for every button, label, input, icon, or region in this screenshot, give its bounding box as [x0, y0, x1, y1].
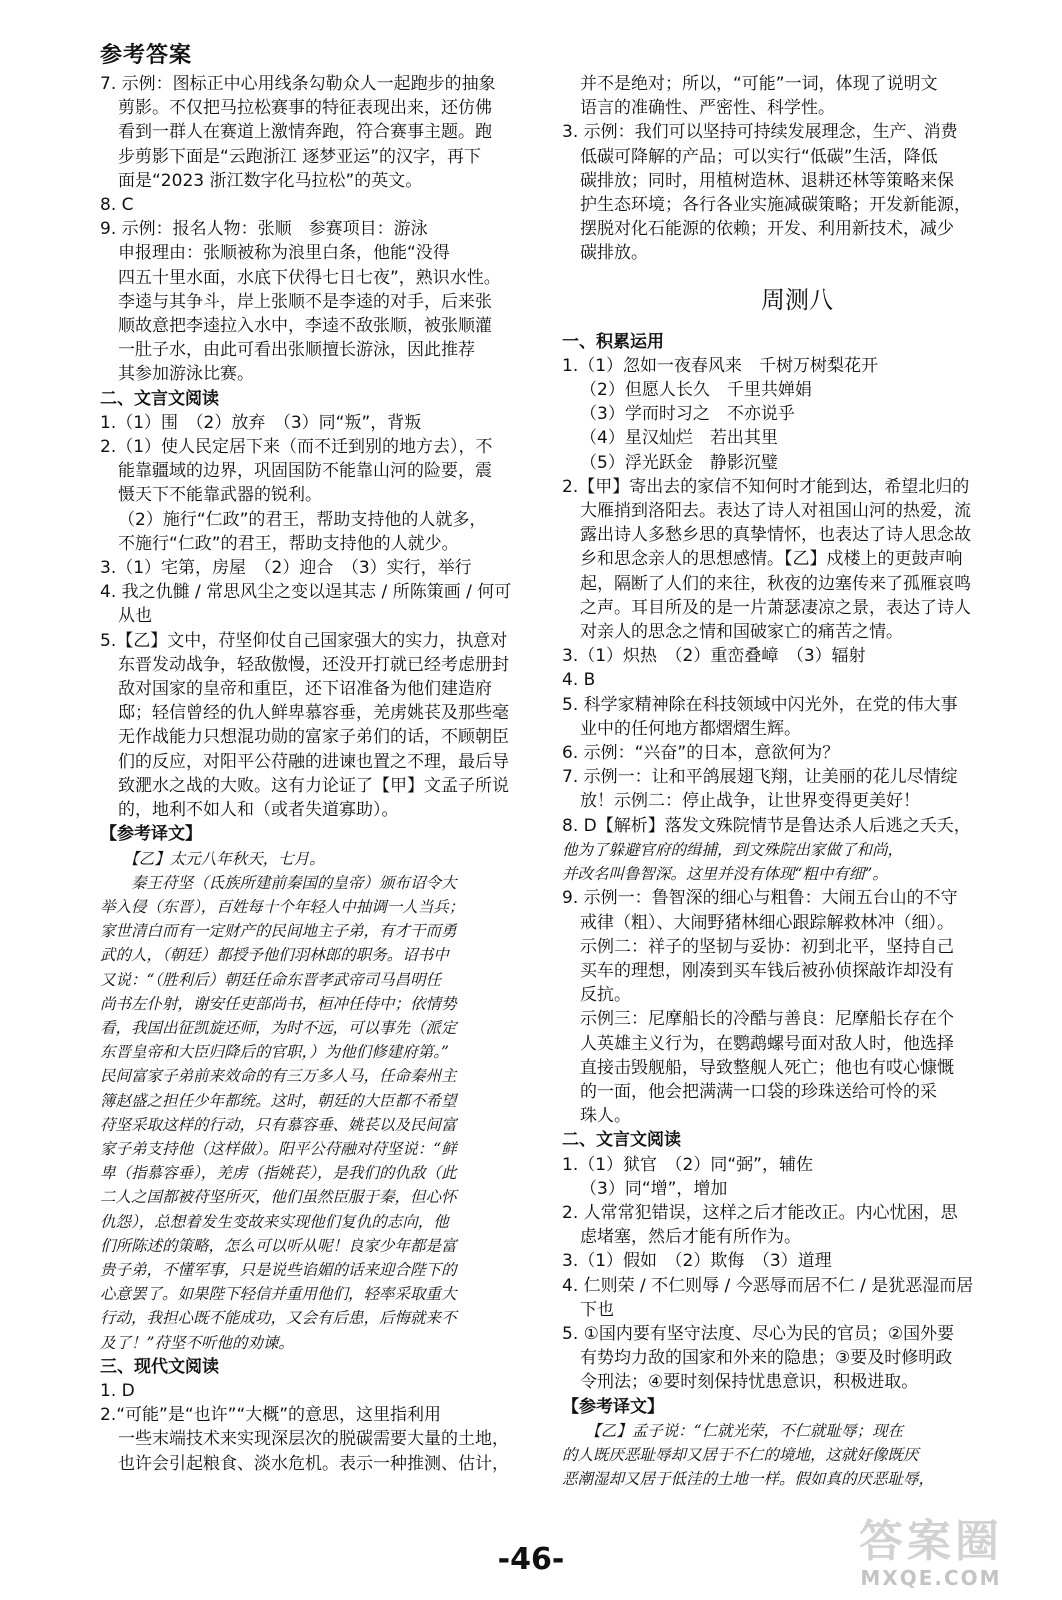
section-title-weekly-test-8: 周测八	[761, 285, 833, 314]
answer-line: 乡和思念亲人的思想感情。【乙】戍楼上的更鼓声响	[580, 549, 963, 570]
answer-line: 2.【甲】寄出去的家信不知何时才能到达，希望北归的	[562, 476, 970, 497]
answer-line: 业中的任何地方都熠熠生辉。	[580, 718, 801, 739]
translation-line: 仇怨），总想着发生变故来实现他们复仇的志向，他	[100, 1212, 449, 1231]
watermark-logo-text: 答案圈	[859, 1516, 1003, 1567]
translation-line: 心意罢了。如果陛下轻信并重用他们，轻率采取重大	[100, 1285, 457, 1304]
answer-line: 四五十里水面，水底下伏得七日七夜”，熟识水性。	[118, 267, 501, 288]
answer-line: 反抗。	[580, 985, 631, 1006]
answer-line: 无作战能力只想混功勋的富家子弟们的话，不顾朝臣	[118, 727, 509, 748]
section-heading: 一、积累运用	[562, 331, 664, 352]
translation-line: 恶潮湿却又居于低洼的土地一样。假如真的厌恶耻辱，	[562, 1470, 935, 1489]
answer-line: 有势均力敌的国家和外来的隐患；③要及时修明政	[580, 1348, 953, 1369]
answer-line: 2. 人常常犯错误，这样之后才能改正。内心忧困，思	[562, 1202, 958, 1223]
answer-line: 李逵与其争斗，岸上张顺不是李逵的对手，后来张	[118, 291, 492, 312]
answer-line: 看到一群人在赛道上激情奔跑，符合赛事主题。跑	[118, 122, 492, 143]
answer-line: （5）浮光跃金 静影沉璧	[580, 452, 778, 473]
answer-line: 对亲人的思念之情和国破家亡的痛苦之情。	[580, 622, 903, 643]
watermark-logo	[836, 1518, 1026, 1590]
answer-line: 4. B	[562, 670, 596, 691]
answer-line: 5. 科学家精神除在科技领域中闪光外，在党的伟大事	[562, 694, 958, 715]
answer-line: 人英雄主义行为，在鹦鹉螺号面对敌人时，他选择	[580, 1033, 954, 1054]
answer-line: 直接击毁舰船，导致整舰人死亡；他也有哎心慷慨	[580, 1057, 954, 1078]
answer-line: 2.（1）使人民定居下来（而不迁到别的地方去），不	[100, 437, 493, 458]
answer-line: （3）同“增”，增加	[580, 1178, 728, 1199]
translation-line: 簿赵盛之担任少年都统。这时，朝廷的大臣都不希望	[100, 1091, 457, 1110]
answer-line: 慑天下不能靠武器的锐利。	[118, 485, 322, 506]
translation-line: 【乙】太元八年秋天，七月。	[100, 849, 325, 868]
answer-line: 面是“2023 浙江数字化马拉松”的英文。	[118, 170, 423, 191]
translation-line: 武的人，（朝廷）都授予他们羽林郎的职务。诏书中	[100, 946, 449, 965]
answer-line: （4）星汉灿烂 若出其里	[580, 428, 778, 449]
answer-line: 7. 示例：图标正中心用线条勾勒众人一起跑步的抽象	[100, 74, 496, 94]
answer-line: 虑堵塞，然后才能有所作为。	[580, 1227, 801, 1248]
watermark-site-text: MXQE.COM	[860, 1566, 1002, 1590]
answer-line: 护生态环境；各行各业实施减碳策略；开发新能源，	[580, 195, 971, 216]
answer-line: （3）学而时习之 不亦说乎	[580, 404, 795, 425]
right-column	[562, 72, 1032, 1522]
answer-line: 的一面，他会把满满一口袋的珍珠送给可怜的采	[580, 1081, 937, 1102]
answer-line: 下也	[580, 1299, 614, 1320]
answer-line: 其参加游泳比赛。	[118, 364, 254, 385]
answer-line: 低碳可降解的产品；可以实行“低碳”生活，降低	[580, 146, 938, 167]
page-header-title: 参考答案	[100, 43, 193, 68]
left-column	[100, 72, 550, 1522]
translation-line: 卑（指慕容垂），羌虏（指姚苌），是我们的仇敌（此	[100, 1164, 457, 1183]
answer-line: 9. 示例：报名人物：张顺 参赛项目：游泳	[100, 219, 428, 240]
answer-line: 3. 示例：我们可以坚持可持续发展理念，生产、消费	[562, 122, 958, 143]
answer-line: 起，隔断了人们的来往，秋夜的边塞传来了孤雁哀鸣	[580, 573, 971, 594]
translation-line: 举入侵（东晋），百姓每十个年轻人中抽调一人当兵；	[100, 897, 465, 916]
answer-line: 示例三：尼摩船长的冷酷与善良：尼摩船长存在个	[580, 1009, 954, 1030]
answer-line: 语言的准确性、严密性、科学性。	[580, 98, 835, 119]
translation-line: 秦王苻坚（氐族所建前秦国的皇帝）颁布诏令大	[100, 873, 457, 892]
answer-line: 顺故意把李逵拉入水中，李逵不敌张顺，被张顺灌	[118, 316, 492, 337]
answer-line: 戒律（粗）、大闹野猪林细心跟踪解救林冲（细）。	[580, 912, 954, 933]
translation-line: 行动，我担心既不能成功，又会有后患，后悔就来不	[100, 1309, 457, 1328]
translation-line: 并改名叫鲁智深。这里并没有体现“粗中有细”。	[562, 865, 888, 884]
answer-line: 大雁捎到洛阳去。表达了诗人对祖国山河的热爱，流	[580, 501, 971, 522]
answer-line: 示例二：祥子的坚韧与妥协：初到北平，坚持自己	[580, 936, 954, 957]
translation-line: 苻坚采取这样的行动，只有慕容垂、姚苌以及民间富	[100, 1115, 457, 1134]
answer-line: 能靠疆域的边界，巩固国防不能靠山河的险要，震	[118, 461, 492, 482]
answer-line: 4. 仁则荣 / 不仁则辱 / 今恶辱而居不仁 / 是犹恶湿而居	[562, 1275, 974, 1296]
answer-line: 步剪影下面是“云跑浙江 逐梦亚运”的汉字，再下	[118, 146, 482, 167]
translation-line: 的人既厌恶耻辱却又居于不仁的境地，这就好像既厌	[562, 1445, 919, 1464]
answer-line: 摆脱对化石能源的依赖；开发、利用新技术，减少	[580, 219, 954, 240]
answer-line: 剪影。不仅把马拉松赛事的特征表现出来，还仿佛	[118, 98, 492, 119]
page-number: -46-	[497, 1542, 565, 1577]
answer-line: 珠人。	[580, 1106, 631, 1127]
reference-translation-heading: 【参考译文】	[100, 824, 202, 845]
answer-line: 1.（1）围 （2）放弃 （3）同“叛”，背叛	[100, 412, 422, 433]
reference-translation-heading: 【参考译文】	[562, 1396, 664, 1417]
answer-line: 之声。耳目所及的是一片萧瑟凄凉之景，表达了诗人	[580, 597, 971, 618]
section-heading: 二、文言文阅读	[562, 1130, 681, 1151]
translation-line: 又说：“（胜利后）朝廷任命东晋孝武帝司马昌明任	[100, 970, 442, 989]
translation-line: 及了！”苻坚不听他的劝谏。	[100, 1333, 294, 1352]
answer-line: 5. ①国内要有坚守法度、尽心为民的官员；②国外要	[562, 1323, 955, 1344]
answer-line: 东晋发动战争，轻敌傲慢，还没开打就已经考虑册封	[118, 654, 509, 675]
answer-line: 申报理由：张顺被称为浪里白条，他能“没得	[118, 243, 450, 264]
answer-line: 1. D	[100, 1380, 135, 1401]
answer-line: 4. 我之仇雠 / 常思风尘之变以逞其志 / 所陈策画 / 何可	[100, 582, 512, 603]
answer-line: 3.（1）宅第，房屋 （2）迎合 （3）实行，举行	[100, 558, 472, 579]
answer-line: 们的反应，对阳平公苻融的进谏也置之不理，最后导	[118, 751, 509, 772]
answer-line: 8. C	[100, 195, 134, 216]
answer-line: 买车的理想，刚凑到买车钱后被孙侦探敲诈却没有	[580, 960, 954, 981]
answer-line: 令刑法；④要时刻保持忧患意识，积极进取。	[580, 1372, 919, 1393]
translation-line: 东晋皇帝和大臣归降后的官职，）为他们修建府第。”	[100, 1043, 449, 1062]
answer-line: 9. 示例一：鲁智深的细心与粗鲁：大闹五台山的不守	[562, 888, 958, 909]
answer-line: 8. D【解析】落发文殊院情节是鲁达杀人后逃之夭夭，	[562, 815, 971, 836]
answer-line: 碳排放；同时，用植树造林、退耕还林等策略来保	[580, 170, 954, 191]
translation-line: 他为了躲避官府的缉捕，到文殊院出家做了和尚，	[562, 840, 904, 859]
answer-line: 并不是绝对；所以，“可能”一词，体现了说明文	[580, 74, 938, 94]
translation-line: 看，我国出征凯旋还师，为时不远，可以事先（派定	[100, 1018, 457, 1037]
translation-line: 们所陈述的策略，怎么可以听从呢！良家少年都是富	[100, 1236, 457, 1255]
answer-line: 碳排放。	[580, 243, 648, 264]
section-heading: 二、文言文阅读	[100, 388, 219, 409]
answer-line: 的，地利不如人和（或者失道寡助）。	[118, 800, 399, 821]
answer-line: 一些末端技术来实现深层次的脱碳需要大量的土地，	[118, 1429, 509, 1450]
right-column-bottom	[562, 330, 1032, 1492]
answer-line: 不施行“仁政”的君王，帮助支持他的人就少。	[118, 533, 459, 554]
answer-line: 从也	[118, 606, 152, 627]
translation-line: 民间富家子弟前来效命的有三万多人马，任命秦州主	[100, 1067, 457, 1086]
answer-line: 一肚子水，由此可看出张顺擅长游泳，因此推荐	[118, 340, 475, 361]
answer-line: 敌对国家的皇帝和重臣，还下诏准备为他们建造府	[118, 679, 492, 700]
translation-line: 【乙】孟子说：“仁就光荣，不仁就耻辱；现在	[562, 1421, 904, 1440]
answer-line: 7. 示例一：让和平鸽展翅飞翔，让美丽的花儿尽情绽	[562, 767, 958, 788]
translation-line: 二人之国都被苻坚所灭，他们虽然臣服于秦，但心怀	[100, 1188, 457, 1207]
answer-line: 3.（1）炽热 （2）重峦叠嶂 （3）辐射	[562, 646, 866, 667]
right-column-top	[562, 72, 1032, 266]
section-heading: 三、现代文阅读	[100, 1356, 219, 1377]
answer-line: 3.（1）假如 （2）欺侮 （3）道理	[562, 1251, 832, 1272]
answer-line: 6. 示例：“兴奋”的日本，意欲何为？	[562, 743, 840, 764]
answer-line: 1.（1）忽如一夜春风来 千树万树梨花开	[562, 355, 879, 376]
answer-line: 致淝水之战的大败。这有力论证了【甲】文孟子所说	[118, 775, 509, 796]
translation-line: 家世清白而有一定财产的民间地主子弟，有才干而勇	[100, 922, 457, 941]
translation-line: 尚书左仆射，谢安任吏部尚书，桓冲任侍中；依情势	[100, 994, 457, 1013]
translation-line: 家子弟支持他（这样做）。阳平公苻融对苻坚说：“鲜	[100, 1139, 457, 1158]
answer-line: （2）但愿人长久 千里共婵娟	[580, 380, 812, 401]
answer-line: （2）施行“仁政”的君王，帮助支持他的人就多，	[118, 509, 487, 530]
answer-line: 2.“可能”是“也许”“大概”的意思，这里指利用	[100, 1405, 442, 1426]
answer-line: 1.（1）狱官 （2）同“弼”，辅佐	[562, 1154, 813, 1175]
answer-line: 也许会引起粮食、淡水危机。表示一种推测、估计，	[118, 1453, 509, 1474]
answer-line: 邸；轻信曾经的仇人鲜卑慕容垂，羌虏姚苌及那些毫	[118, 703, 509, 724]
answer-line: 5.【乙】文中，苻坚仰仗自己国家强大的实力，执意对	[100, 630, 508, 651]
answer-line: 露出诗人多愁乡思的真挚情怀，也表达了诗人思念故	[580, 525, 971, 546]
translation-line: 贵子弟，不懂军事，只是说些谄媚的话来迎合陛下的	[100, 1260, 457, 1279]
answer-line: 放！示例二：停止战争，让世界变得更美好！	[580, 791, 920, 812]
